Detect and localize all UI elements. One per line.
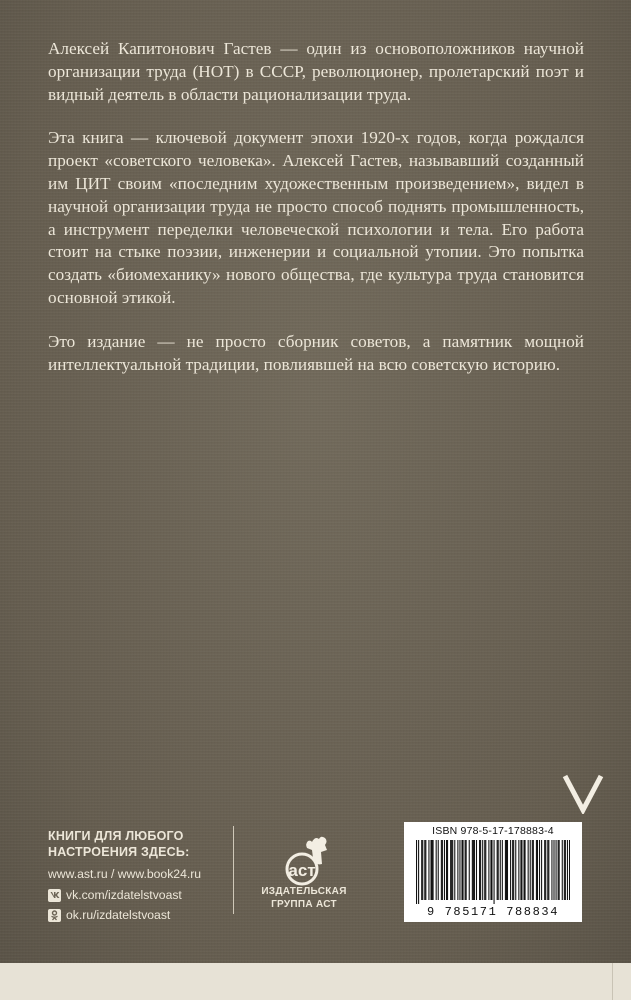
barcode-bar — [473, 840, 474, 900]
barcode-bar — [474, 840, 475, 900]
barcode-bar — [452, 840, 453, 900]
promo-heading — [48, 828, 233, 860]
barcode-bar — [418, 840, 419, 904]
barcode-bar — [497, 840, 498, 900]
barcode-bar — [446, 840, 447, 900]
barcode-bar — [507, 840, 508, 900]
barcode-bar — [537, 840, 538, 900]
barcode-bar — [510, 840, 511, 900]
isbn-label: ISBN 978-5-17-178883-4 — [432, 825, 554, 837]
barcode-bar — [444, 840, 445, 900]
barcode-bar — [482, 840, 483, 900]
ok-link: ok.ru/izdatelstvoast — [66, 908, 171, 922]
barcode-bar — [556, 840, 557, 900]
barcode-bar — [520, 840, 521, 900]
barcode-bar — [564, 840, 565, 900]
barcode-bar — [433, 840, 434, 900]
annotation-text — [48, 38, 584, 397]
vk-link-row — [48, 888, 233, 902]
promo-block — [48, 828, 233, 922]
barcode-bar — [498, 840, 499, 900]
annotation-paragraph-1: Алексей Капитонович Гастев — один из основоположников научной организации труда (НОТ) в СССР, революционер, пролетарский поэт и видный деятель в области рационализации труда. — [48, 39, 584, 104]
vk-link: vk.com/izdatelstvoast — [66, 888, 182, 902]
barcode-bar — [491, 840, 492, 900]
bottom-band-edge — [612, 963, 613, 1000]
barcode-digits: 9 785171 788834 — [426, 905, 560, 919]
barcode-bar — [544, 840, 545, 900]
barcode-bar — [505, 840, 506, 900]
barcode-bar — [422, 840, 423, 900]
bottom-band — [0, 963, 631, 1000]
barcode-icon — [416, 840, 570, 904]
barcode-bar — [533, 840, 534, 900]
barcode-bar — [547, 840, 548, 900]
publisher-caption-line-1: ИЗДАТЕЛЬСКАЯ — [261, 886, 347, 897]
promo-heading-line-2: НАСТРОЕНИЯ ЗДЕСЬ: — [48, 845, 190, 859]
publisher-caption — [248, 885, 360, 911]
barcode-bar — [558, 840, 559, 900]
ok-link-row — [48, 908, 233, 922]
barcode-bar — [502, 840, 503, 900]
barcode-bar — [485, 840, 486, 900]
barcode-bar — [488, 840, 489, 900]
barcode-panel — [404, 822, 582, 922]
publisher-caption-line-2: ГРУППА АСТ — [271, 899, 337, 910]
barcode-bar — [480, 840, 481, 900]
barcode-bar — [513, 840, 514, 900]
barcode-bar — [569, 840, 570, 900]
barcode-bar — [515, 840, 516, 900]
barcode-bar — [421, 840, 422, 900]
promo-divider — [233, 826, 234, 914]
barcode-bar — [525, 840, 526, 900]
barcode-bar — [469, 840, 470, 900]
barcode-bar — [479, 840, 480, 900]
barcode-bar — [450, 840, 451, 900]
barcode-bar — [548, 840, 549, 900]
vk-icon — [48, 889, 61, 902]
barcode-bar — [457, 840, 458, 900]
promo-heading-line-1: КНИГИ ДЛЯ ЛЮБОГО — [48, 829, 184, 843]
ast-logo-text: аст — [288, 861, 316, 880]
annotation-paragraph-3: Это издание — не просто сборник советов, а памятник мощной интеллектуальной традиции, повлиявшей на всю советскую историю. — [48, 331, 584, 374]
barcode-bar — [551, 840, 552, 900]
barcode-bar — [432, 840, 433, 900]
barcode-bar — [523, 840, 524, 900]
barcode-bar — [461, 840, 462, 900]
barcode-bar — [454, 840, 455, 900]
barcode-bar — [442, 840, 443, 900]
barcode-bar — [465, 840, 466, 900]
barcode-bar — [528, 840, 529, 900]
barcode-bar — [518, 840, 519, 900]
barcode-bar — [459, 840, 460, 900]
barcode-bar — [463, 840, 464, 900]
barcode-bar — [476, 840, 477, 900]
barcode-bar — [425, 840, 426, 900]
barcode-bar — [424, 840, 425, 900]
barcode-bar — [506, 840, 507, 900]
barcode-bar — [438, 840, 439, 900]
promo-websites: www.ast.ru / www.book24.ru — [48, 867, 202, 881]
ok-icon — [48, 909, 61, 922]
barcode-bar — [430, 840, 431, 900]
barcode-bar — [536, 840, 537, 900]
barcode-bar — [539, 840, 540, 900]
barcode-bar — [436, 840, 437, 900]
barcode-bar — [521, 840, 522, 900]
barcode-bar — [416, 840, 417, 904]
v-logo-icon — [562, 772, 604, 814]
barcode-bar — [451, 840, 452, 900]
barcode-bar — [559, 840, 560, 900]
barcode-bar — [562, 840, 563, 900]
barcode-bar — [472, 840, 473, 900]
barcode-bar — [512, 840, 513, 900]
annotation-paragraph-2: Эта книга — ключевой документ эпохи 1920-х годов, когда рождался проект «советского человека». Алексей Гастев, называвший созданный им ЦИТ своим «последним художественным произведением», видел в научной организации труда не просто способ поднять промышленность, а инструмент переделки человеческой психологии и тела. Его работа стоит на стыке поэзии, инженерии и социальной утопии. Это попытка создать «биомеханику» нового общества, где культура труда становится основной этикой. — [48, 128, 584, 307]
barcode-bar — [545, 840, 546, 900]
barcode-bar — [500, 840, 501, 900]
barcode-bar — [428, 840, 429, 900]
barcode-bar — [565, 840, 566, 900]
barcode-bar — [530, 840, 531, 900]
barcode-bar — [567, 840, 568, 900]
barcode-bar — [553, 840, 554, 900]
barcode-bar — [484, 840, 485, 900]
barcode-bar — [490, 840, 491, 900]
barcode-bar — [532, 840, 533, 900]
barcode-bar — [447, 840, 448, 900]
barcode-bar — [494, 840, 495, 904]
barcode-bar — [541, 840, 542, 900]
barcode-bar — [466, 840, 467, 900]
barcode-bar — [441, 840, 442, 900]
